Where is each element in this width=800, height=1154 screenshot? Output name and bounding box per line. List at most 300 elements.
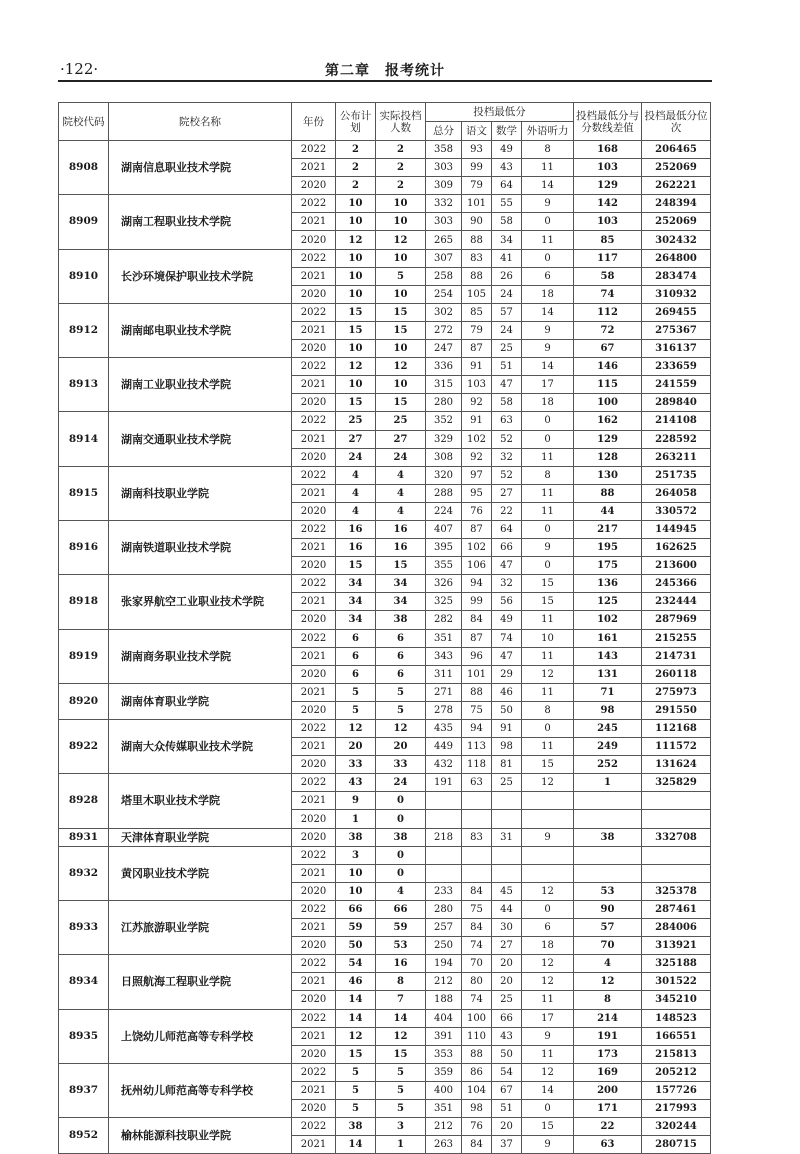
cell-total: 391 bbox=[426, 1027, 462, 1045]
cell-rank: 112168 bbox=[642, 720, 711, 738]
cell-plan: 16 bbox=[336, 539, 376, 557]
cell-listening bbox=[522, 810, 574, 828]
cell-rank: 241559 bbox=[642, 376, 711, 394]
cell-year: 2020 bbox=[292, 991, 336, 1009]
cell-diff: 191 bbox=[574, 1027, 642, 1045]
cell-math: 54 bbox=[492, 1063, 522, 1081]
cell-chinese: 84 bbox=[462, 1136, 492, 1154]
school-name: 抚州幼儿师范高等专科学校 bbox=[109, 1063, 292, 1117]
cell-year: 2022 bbox=[292, 1118, 336, 1136]
cell-chinese: 104 bbox=[462, 1081, 492, 1099]
cell-total: 280 bbox=[426, 394, 462, 412]
cell-year: 2020 bbox=[292, 557, 336, 575]
cell-plan: 15 bbox=[336, 1045, 376, 1063]
cell-rank: 280715 bbox=[642, 1136, 711, 1154]
cell-plan: 3 bbox=[336, 846, 376, 864]
cell-math: 56 bbox=[492, 593, 522, 611]
cell-chinese: 94 bbox=[462, 720, 492, 738]
table-row bbox=[59, 358, 711, 376]
school-code: 8934 bbox=[59, 955, 109, 1009]
cell-total: 404 bbox=[426, 1009, 462, 1027]
cell-actual: 15 bbox=[376, 1045, 426, 1063]
table-row bbox=[59, 900, 711, 918]
cell-math: 51 bbox=[492, 1099, 522, 1117]
cell-diff: 168 bbox=[574, 141, 642, 159]
cell-plan: 34 bbox=[336, 593, 376, 611]
cell-math: 58 bbox=[492, 394, 522, 412]
cell-total bbox=[426, 792, 462, 810]
cell-total bbox=[426, 810, 462, 828]
cell-actual: 38 bbox=[376, 611, 426, 629]
cell-listening: 9 bbox=[522, 539, 574, 557]
table-row bbox=[59, 520, 711, 538]
cell-actual: 0 bbox=[376, 846, 426, 864]
cell-actual: 0 bbox=[376, 864, 426, 882]
cell-plan: 12 bbox=[336, 720, 376, 738]
cell-plan: 5 bbox=[336, 1099, 376, 1117]
cell-plan: 54 bbox=[336, 955, 376, 973]
cell-year: 2022 bbox=[292, 575, 336, 593]
cell-listening bbox=[522, 864, 574, 882]
cell-math: 66 bbox=[492, 1009, 522, 1027]
cell-plan: 5 bbox=[336, 701, 376, 719]
cell-year: 2021 bbox=[292, 593, 336, 611]
cell-diff: 53 bbox=[574, 882, 642, 900]
cell-listening: 6 bbox=[522, 919, 574, 937]
cell-chinese bbox=[462, 846, 492, 864]
school-name: 张家界航空工业职业技术学院 bbox=[109, 575, 292, 629]
cell-diff: 115 bbox=[574, 376, 642, 394]
cell-total: 194 bbox=[426, 955, 462, 973]
cell-diff: 129 bbox=[574, 177, 642, 195]
table-row bbox=[59, 195, 711, 213]
cell-total: 212 bbox=[426, 973, 462, 991]
school-name: 黄冈职业技术学院 bbox=[109, 846, 292, 900]
cell-year: 2022 bbox=[292, 466, 336, 484]
cell-diff: 143 bbox=[574, 647, 642, 665]
cell-math: 20 bbox=[492, 955, 522, 973]
cell-total: 257 bbox=[426, 919, 462, 937]
cell-plan: 10 bbox=[336, 340, 376, 358]
cell-total: 191 bbox=[426, 774, 462, 792]
school-code: 8932 bbox=[59, 846, 109, 900]
cell-diff: 103 bbox=[574, 159, 642, 177]
cell-listening: 11 bbox=[522, 159, 574, 177]
school-name: 上饶幼儿师范高等专科学校 bbox=[109, 1009, 292, 1063]
cell-chinese: 84 bbox=[462, 919, 492, 937]
cell-chinese: 96 bbox=[462, 647, 492, 665]
school-code: 8918 bbox=[59, 575, 109, 629]
cell-math: 81 bbox=[492, 756, 522, 774]
cell-math: 37 bbox=[492, 1136, 522, 1154]
cell-actual: 2 bbox=[376, 177, 426, 195]
cell-chinese: 91 bbox=[462, 412, 492, 430]
cell-actual: 5 bbox=[376, 701, 426, 719]
cell-rank: 214108 bbox=[642, 412, 711, 430]
cell-math: 22 bbox=[492, 502, 522, 520]
cell-plan: 10 bbox=[336, 249, 376, 267]
cell-plan: 10 bbox=[336, 376, 376, 394]
school-name: 江苏旅游职业学院 bbox=[109, 900, 292, 954]
cell-listening: 8 bbox=[522, 701, 574, 719]
cell-math: 57 bbox=[492, 303, 522, 321]
cell-plan: 10 bbox=[336, 285, 376, 303]
cell-total: 355 bbox=[426, 557, 462, 575]
cell-year: 2022 bbox=[292, 1063, 336, 1081]
cell-actual: 16 bbox=[376, 955, 426, 973]
cell-actual: 16 bbox=[376, 520, 426, 538]
cell-chinese: 101 bbox=[462, 665, 492, 683]
cell-total: 336 bbox=[426, 358, 462, 376]
cell-chinese: 91 bbox=[462, 358, 492, 376]
cell-chinese: 99 bbox=[462, 593, 492, 611]
cell-chinese: 118 bbox=[462, 756, 492, 774]
cell-rank: 217993 bbox=[642, 1099, 711, 1117]
cell-plan: 6 bbox=[336, 647, 376, 665]
cell-actual: 34 bbox=[376, 575, 426, 593]
cell-year: 2021 bbox=[292, 738, 336, 756]
cell-plan: 15 bbox=[336, 303, 376, 321]
cell-rank: 228592 bbox=[642, 430, 711, 448]
cell-listening: 12 bbox=[522, 955, 574, 973]
cell-rank: 233659 bbox=[642, 358, 711, 376]
school-code: 8916 bbox=[59, 520, 109, 574]
cell-total: 258 bbox=[426, 267, 462, 285]
cell-rank: 245366 bbox=[642, 575, 711, 593]
cell-plan: 6 bbox=[336, 665, 376, 683]
cell-rank: 111572 bbox=[642, 738, 711, 756]
cell-listening: 0 bbox=[522, 213, 574, 231]
cell-chinese: 86 bbox=[462, 1063, 492, 1081]
cell-rank: 205212 bbox=[642, 1063, 711, 1081]
cell-chinese: 83 bbox=[462, 249, 492, 267]
col-min-score-group: 投档最低分 bbox=[426, 103, 574, 122]
cell-year: 2020 bbox=[292, 340, 336, 358]
cell-actual: 5 bbox=[376, 1063, 426, 1081]
cell-diff: 161 bbox=[574, 629, 642, 647]
cell-listening: 12 bbox=[522, 1063, 574, 1081]
cell-plan: 20 bbox=[336, 738, 376, 756]
table-row bbox=[59, 846, 711, 864]
school-name: 湖南信息职业技术学院 bbox=[109, 141, 292, 195]
cell-listening bbox=[522, 792, 574, 810]
school-code: 8919 bbox=[59, 629, 109, 683]
cell-math: 43 bbox=[492, 1027, 522, 1045]
cell-rank: 215255 bbox=[642, 629, 711, 647]
cell-diff: 102 bbox=[574, 611, 642, 629]
cell-actual: 8 bbox=[376, 973, 426, 991]
cell-listening: 12 bbox=[522, 665, 574, 683]
cell-total: 265 bbox=[426, 231, 462, 249]
cell-year: 2022 bbox=[292, 412, 336, 430]
cell-diff: 58 bbox=[574, 267, 642, 285]
cell-total: 353 bbox=[426, 1045, 462, 1063]
cell-actual: 16 bbox=[376, 539, 426, 557]
cell-total: 307 bbox=[426, 249, 462, 267]
cell-year: 2022 bbox=[292, 955, 336, 973]
cell-rank: 332708 bbox=[642, 828, 711, 846]
cell-diff: 128 bbox=[574, 448, 642, 466]
cell-math: 46 bbox=[492, 683, 522, 701]
cell-math: 64 bbox=[492, 520, 522, 538]
cell-rank bbox=[642, 864, 711, 882]
cell-actual: 59 bbox=[376, 919, 426, 937]
cell-plan: 14 bbox=[336, 991, 376, 1009]
cell-listening: 11 bbox=[522, 448, 574, 466]
cell-listening: 11 bbox=[522, 991, 574, 1009]
school-code: 8931 bbox=[59, 828, 109, 846]
cell-actual: 14 bbox=[376, 1009, 426, 1027]
cell-listening: 15 bbox=[522, 575, 574, 593]
chapter-title: 第二章 报考统计 bbox=[325, 63, 445, 79]
cell-rank: 215813 bbox=[642, 1045, 711, 1063]
cell-year: 2020 bbox=[292, 394, 336, 412]
cell-diff: 74 bbox=[574, 285, 642, 303]
cell-diff: 169 bbox=[574, 1063, 642, 1081]
cell-diff: 70 bbox=[574, 937, 642, 955]
cell-listening: 8 bbox=[522, 466, 574, 484]
cell-total: 358 bbox=[426, 141, 462, 159]
school-name: 湖南工业职业技术学院 bbox=[109, 358, 292, 412]
cell-math: 50 bbox=[492, 701, 522, 719]
cell-math: 26 bbox=[492, 267, 522, 285]
cell-chinese: 101 bbox=[462, 195, 492, 213]
cell-total: 272 bbox=[426, 321, 462, 339]
cell-actual: 6 bbox=[376, 647, 426, 665]
col-rank: 投档最低分位次 bbox=[642, 103, 711, 141]
cell-actual: 5 bbox=[376, 1099, 426, 1117]
cell-diff bbox=[574, 846, 642, 864]
table-row bbox=[59, 720, 711, 738]
cell-total: 250 bbox=[426, 937, 462, 955]
table-row bbox=[59, 1118, 711, 1136]
cell-plan: 33 bbox=[336, 756, 376, 774]
cell-math: 49 bbox=[492, 611, 522, 629]
cell-rank: 252069 bbox=[642, 159, 711, 177]
cell-total: 271 bbox=[426, 683, 462, 701]
cell-chinese: 88 bbox=[462, 231, 492, 249]
cell-total: 308 bbox=[426, 448, 462, 466]
cell-actual: 3 bbox=[376, 1118, 426, 1136]
cell-listening: 14 bbox=[522, 358, 574, 376]
cell-chinese: 79 bbox=[462, 321, 492, 339]
cell-listening: 17 bbox=[522, 376, 574, 394]
cell-diff: 57 bbox=[574, 919, 642, 937]
cell-rank: 264058 bbox=[642, 484, 711, 502]
cell-rank bbox=[642, 846, 711, 864]
school-code: 8935 bbox=[59, 1009, 109, 1063]
cell-rank: 302432 bbox=[642, 231, 711, 249]
cell-math: 49 bbox=[492, 141, 522, 159]
cell-plan: 50 bbox=[336, 937, 376, 955]
cell-listening: 12 bbox=[522, 882, 574, 900]
cell-math: 29 bbox=[492, 665, 522, 683]
cell-rank: 289840 bbox=[642, 394, 711, 412]
school-name: 湖南工程职业技术学院 bbox=[109, 195, 292, 249]
col-year: 年份 bbox=[292, 103, 336, 141]
cell-chinese bbox=[462, 792, 492, 810]
cell-listening: 9 bbox=[522, 321, 574, 339]
cell-listening: 18 bbox=[522, 394, 574, 412]
cell-rank: 287969 bbox=[642, 611, 711, 629]
cell-total: 351 bbox=[426, 1099, 462, 1117]
cell-rank: 252069 bbox=[642, 213, 711, 231]
cell-plan: 34 bbox=[336, 611, 376, 629]
school-code: 8914 bbox=[59, 412, 109, 466]
cell-year: 2022 bbox=[292, 141, 336, 159]
cell-chinese: 102 bbox=[462, 430, 492, 448]
cell-diff: 142 bbox=[574, 195, 642, 213]
cell-actual: 15 bbox=[376, 394, 426, 412]
cell-diff: 162 bbox=[574, 412, 642, 430]
cell-listening: 0 bbox=[522, 900, 574, 918]
col-school-code: 院校代码 bbox=[59, 103, 109, 141]
cell-year: 2020 bbox=[292, 810, 336, 828]
cell-plan: 4 bbox=[336, 466, 376, 484]
cell-chinese: 85 bbox=[462, 303, 492, 321]
cell-chinese: 76 bbox=[462, 1118, 492, 1136]
cell-diff: 195 bbox=[574, 539, 642, 557]
cell-rank: 232444 bbox=[642, 593, 711, 611]
cell-diff: 175 bbox=[574, 557, 642, 575]
cell-listening bbox=[522, 846, 574, 864]
table-row bbox=[59, 828, 711, 846]
cell-actual: 0 bbox=[376, 792, 426, 810]
cell-math: 41 bbox=[492, 249, 522, 267]
cell-listening: 17 bbox=[522, 1009, 574, 1027]
cell-listening: 9 bbox=[522, 828, 574, 846]
cell-listening: 12 bbox=[522, 973, 574, 991]
table-row bbox=[59, 412, 711, 430]
cell-total: 320 bbox=[426, 466, 462, 484]
cell-year: 2021 bbox=[292, 430, 336, 448]
cell-chinese: 63 bbox=[462, 774, 492, 792]
cell-chinese: 75 bbox=[462, 701, 492, 719]
cell-diff: 98 bbox=[574, 701, 642, 719]
cell-rank: 275973 bbox=[642, 683, 711, 701]
cell-year: 2021 bbox=[292, 1136, 336, 1154]
table-row bbox=[59, 249, 711, 267]
cell-listening: 0 bbox=[522, 1099, 574, 1117]
table-row bbox=[59, 141, 711, 159]
cell-chinese: 84 bbox=[462, 611, 492, 629]
cell-math: 67 bbox=[492, 1081, 522, 1099]
cell-actual: 10 bbox=[376, 195, 426, 213]
cell-rank: 131624 bbox=[642, 756, 711, 774]
cell-math: 47 bbox=[492, 376, 522, 394]
cell-actual: 38 bbox=[376, 828, 426, 846]
school-code: 8915 bbox=[59, 466, 109, 520]
cell-actual: 4 bbox=[376, 882, 426, 900]
cell-diff: 245 bbox=[574, 720, 642, 738]
cell-actual: 10 bbox=[376, 376, 426, 394]
cell-chinese: 106 bbox=[462, 557, 492, 575]
cell-chinese: 113 bbox=[462, 738, 492, 756]
cell-year: 2022 bbox=[292, 900, 336, 918]
cell-rank bbox=[642, 792, 711, 810]
cell-chinese: 98 bbox=[462, 1099, 492, 1117]
cell-rank: 206465 bbox=[642, 141, 711, 159]
cell-chinese bbox=[462, 864, 492, 882]
cell-math: 27 bbox=[492, 937, 522, 955]
cell-math: 51 bbox=[492, 358, 522, 376]
cell-total: 449 bbox=[426, 738, 462, 756]
cell-diff: 85 bbox=[574, 231, 642, 249]
cell-rank: 251735 bbox=[642, 466, 711, 484]
cell-year: 2020 bbox=[292, 285, 336, 303]
cell-plan: 10 bbox=[336, 213, 376, 231]
cell-total: 325 bbox=[426, 593, 462, 611]
col-chinese: 语文 bbox=[462, 122, 492, 141]
cell-rank: 284006 bbox=[642, 919, 711, 937]
cell-actual: 6 bbox=[376, 665, 426, 683]
cell-chinese: 95 bbox=[462, 484, 492, 502]
cell-year: 2020 bbox=[292, 177, 336, 195]
table-row bbox=[59, 774, 711, 792]
school-name: 湖南科技职业学院 bbox=[109, 466, 292, 520]
school-name: 湖南交通职业技术学院 bbox=[109, 412, 292, 466]
cell-year: 2021 bbox=[292, 647, 336, 665]
cell-rank: 287461 bbox=[642, 900, 711, 918]
cell-rank: 166551 bbox=[642, 1027, 711, 1045]
cell-year: 2022 bbox=[292, 249, 336, 267]
cell-year: 2021 bbox=[292, 267, 336, 285]
table-row bbox=[59, 1009, 711, 1027]
cell-plan: 9 bbox=[336, 792, 376, 810]
school-name: 湖南邮电职业技术学院 bbox=[109, 303, 292, 357]
cell-plan: 5 bbox=[336, 1081, 376, 1099]
cell-math: 63 bbox=[492, 412, 522, 430]
cell-plan: 15 bbox=[336, 321, 376, 339]
school-name: 湖南铁道职业技术学院 bbox=[109, 520, 292, 574]
cell-math: 31 bbox=[492, 828, 522, 846]
cell-rank: 291550 bbox=[642, 701, 711, 719]
admission-score-table bbox=[58, 102, 711, 1154]
cell-plan: 16 bbox=[336, 520, 376, 538]
cell-math: 58 bbox=[492, 213, 522, 231]
cell-math: 43 bbox=[492, 159, 522, 177]
cell-total: 212 bbox=[426, 1118, 462, 1136]
cell-actual: 5 bbox=[376, 683, 426, 701]
cell-total: 352 bbox=[426, 412, 462, 430]
cell-total: 395 bbox=[426, 539, 462, 557]
cell-plan: 2 bbox=[336, 159, 376, 177]
cell-year: 2020 bbox=[292, 611, 336, 629]
cell-listening: 11 bbox=[522, 611, 574, 629]
cell-diff: 131 bbox=[574, 665, 642, 683]
cell-plan: 12 bbox=[336, 231, 376, 249]
cell-diff: 125 bbox=[574, 593, 642, 611]
cell-listening: 0 bbox=[522, 557, 574, 575]
cell-math: 24 bbox=[492, 321, 522, 339]
cell-chinese: 92 bbox=[462, 448, 492, 466]
cell-total: 359 bbox=[426, 1063, 462, 1081]
cell-total: 400 bbox=[426, 1081, 462, 1099]
table-row bbox=[59, 303, 711, 321]
cell-rank: 264800 bbox=[642, 249, 711, 267]
cell-plan: 2 bbox=[336, 177, 376, 195]
cell-actual: 15 bbox=[376, 303, 426, 321]
cell-actual: 10 bbox=[376, 249, 426, 267]
cell-actual: 4 bbox=[376, 502, 426, 520]
cell-math: 52 bbox=[492, 430, 522, 448]
cell-plan: 10 bbox=[336, 195, 376, 213]
cell-listening: 9 bbox=[522, 1027, 574, 1045]
cell-chinese: 74 bbox=[462, 991, 492, 1009]
cell-actual: 15 bbox=[376, 557, 426, 575]
cell-year: 2022 bbox=[292, 520, 336, 538]
cell-actual: 5 bbox=[376, 1081, 426, 1099]
